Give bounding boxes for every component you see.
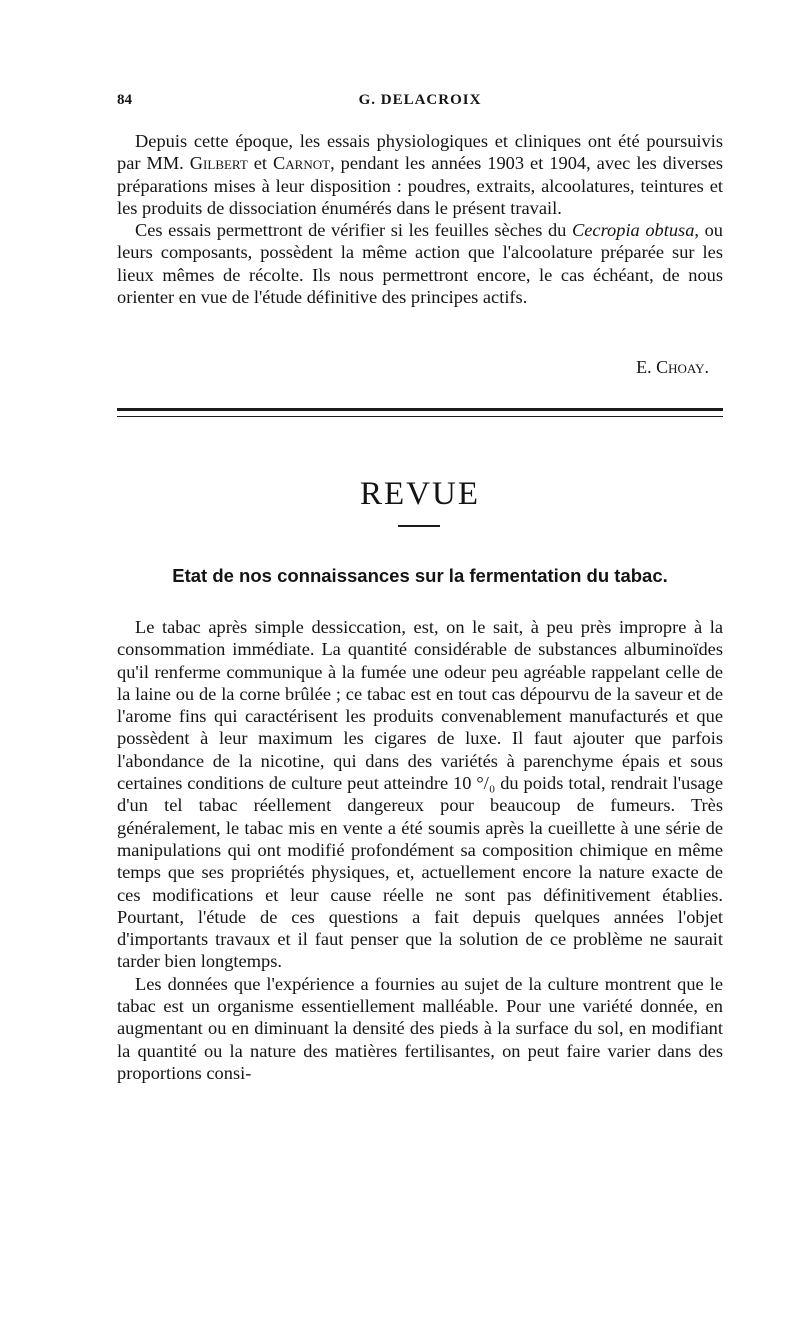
species-name: Cecropia obtusa — [571, 220, 695, 241]
intro-p2-text-a: Ces essais permettront de vérifier si les feuilles sèches du — [135, 220, 572, 241]
signature-text: E. Choay. — [636, 357, 709, 377]
intro-paragraph-2 — [117, 219, 723, 308]
intro-text — [117, 130, 723, 308]
article-paragraph-2: Les données que l'expérience a fournies au sujet de la culture montrent que le tabac est un organisme essentiellement malléable. Pour une variété donnée, en augmentant ou en diminuant la densité des pieds à la surface du sol, en modifiant la quantité ou la nature des matières fertilisantes, on peut faire varier dans des proportions consi- — [117, 973, 723, 1083]
signature — [117, 357, 709, 378]
intro-paragraph-1 — [117, 130, 723, 219]
intro-p1-text-c: , pendant les années 1903 et 1904, avec les diverses préparations mises à leur disposition : poudres, extraits, alcoolatures, teintures et les produits de dissociation énumérés dans le présent travail. — [117, 153, 724, 218]
article-body — [117, 616, 723, 1084]
intro-p2-text-b: , ou leurs composants, possèdent la même action que l'alcoolature préparée sur les lieux mêmes de récolte. Ils nous permettront encore, le cas échéant, de nous orienter en vue de l'étude définitive des principes actifs. — [117, 220, 723, 308]
intro-p1-text-b: et — [247, 153, 274, 174]
page-number: 84 — [117, 92, 132, 108]
section-title: REVUE — [360, 476, 480, 512]
section-divider-thick — [117, 408, 723, 411]
article-title: Etat de nos connaissances sur la fermentation du tabac. — [172, 565, 668, 586]
article-paragraph-1: Le tabac après simple dessiccation, est, on le sait, à peu près impropre à la consommation immédiate. La quantité considérable de substances albuminoïdes qu'il renferme communique à la fumée une odeur peu agréable rappelant celle de la laine ou de la corne brûlée ; ce tabac est en tout cas dépourvu de la saveur et de l'arome fins qui caractérisent les produits convenablement manufacturés et que possèdent à leur maximum les cigares de luxe. Il faut ajouter que parfois l'abondance de la nicotine, qui dans des variétés à parenchyme épais et sous certaines conditions de culture peut atteindre 10 °/₀ du poids total, rendrait l'usage d'un tel tabac réellement dangereux pour beaucoup de fumeurs. Très généralement, le tabac mis en vente a été soumis après la cueillette à une série de manipulations qui ont modifié profondément sa composition chimique en même temps que ses propriétés physiques, et, actuellement encore la nature exacte de ces modifications et leur cause réelle ne sont pas définitivement établies. Pourtant, l'étude de ces questions a fait depuis quelques années l'objet d'importants travaux et il faut penser que la solution de ce problème ne saurait tarder bien longtemps. — [117, 617, 723, 972]
title-rule — [398, 525, 440, 527]
intro-p1-text-a: Depuis cette époque, les essais physiologiques et cliniques ont été poursuivis par MM. — [117, 131, 723, 174]
author-name-carnot: Carnot — [273, 153, 331, 174]
page-header — [117, 92, 723, 114]
running-head: G. DELACROIX — [358, 92, 482, 108]
author-name-gilbert: Gilbert — [189, 153, 248, 174]
section-divider-thin — [117, 416, 723, 417]
